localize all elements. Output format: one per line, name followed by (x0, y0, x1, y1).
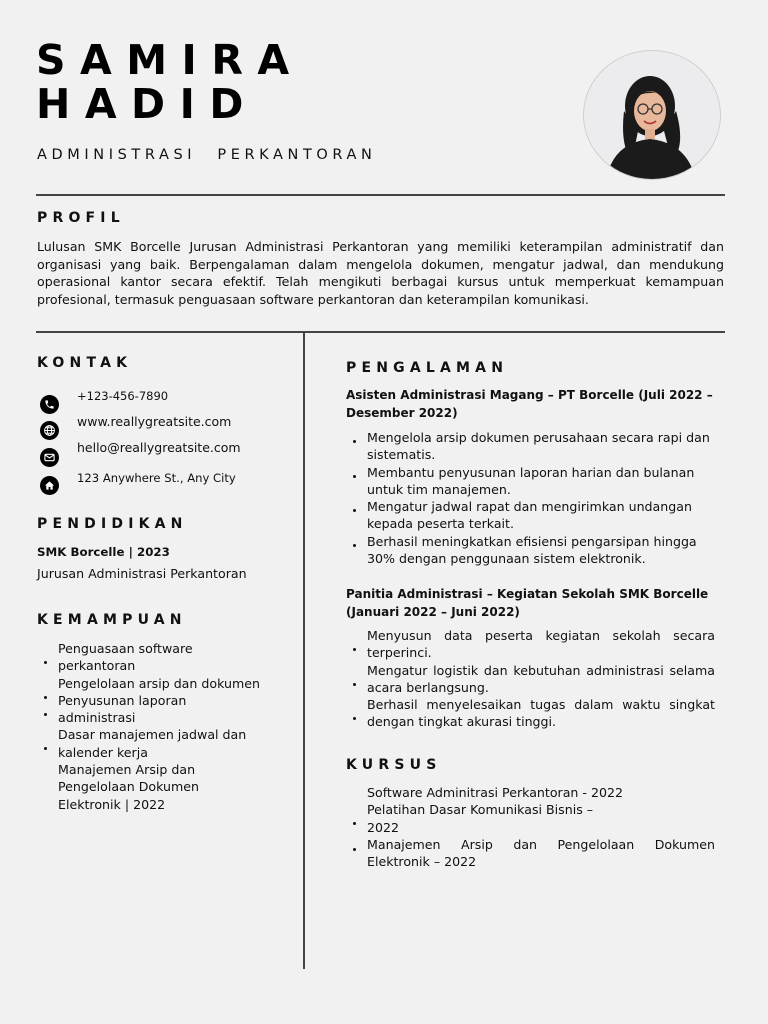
courses-heading: KURSUS (346, 757, 442, 773)
skills-heading: KEMAMPUAN (37, 612, 187, 628)
profile-divider (36, 331, 725, 333)
job-bullet: Mengatur jadwal rapat dan mengirimkan undangan kepada peserta terkait. (346, 498, 721, 533)
skill-item: Pengelolaan arsip dan dokumen (37, 675, 267, 692)
name-first: SAMIRA (36, 36, 304, 84)
course-item: Software Adminitrasi Perkantoran - 2022 (367, 785, 624, 800)
job-bullet: Berhasil meningkatkan efisiensi pengarsipan hingga 30% dengan penggunaan sistem elektronik. (346, 533, 721, 568)
job-title: Panitia Administrasi – Kegiatan Sekolah SMK Borcelle (Januari 2022 – Juni 2022) (346, 587, 709, 619)
course-item: Pelatihan Dasar Komunikasi Bisnis – 2022 (346, 801, 604, 836)
skill-item: Penguasaan software perkantoran (37, 640, 267, 675)
profile-photo (583, 50, 721, 180)
education-major: Jurusan Administrasi Perkantoran (37, 566, 247, 581)
job-bullets (346, 627, 715, 731)
home-icon (40, 476, 59, 495)
job-bullets (346, 429, 721, 567)
job-bullet: Mengelola arsip dokumen perusahaan secara rapi dan sistematis. (346, 429, 721, 464)
column-divider (303, 333, 305, 969)
skills-list (37, 640, 267, 813)
skill-item: Dasar manajemen jadwal dan kalender kerja (37, 726, 267, 761)
contact-heading: KONTAK (37, 355, 133, 371)
name-last: HADID (36, 80, 258, 128)
header-divider (36, 194, 725, 196)
profile-heading: PROFIL (37, 210, 125, 226)
portrait-image (584, 51, 721, 180)
contact-website: www.reallygreatsite.com (77, 414, 232, 429)
education-heading: PENDIDIKAN (37, 516, 188, 532)
email-icon (40, 448, 59, 467)
skill-item: Manajemen Arsip dan Pengelolaan Dokumen Elektronik | 2022 (58, 762, 200, 812)
job-title: Asisten Administrasi Magang – PT Borcelle (Juli 2022 – Desember 2022) (346, 388, 713, 420)
phone-icon (40, 395, 59, 414)
job-bullet: Menyusun data peserta kegiatan sekolah secara terperinci. (346, 627, 715, 662)
courses-list (346, 784, 715, 870)
contact-email: hello@reallygreatsite.com (77, 440, 241, 455)
job-role: ADMINISTRASI PERKANTORAN (37, 147, 377, 163)
job-bullet: Berhasil menyelesaikan tugas dalam waktu singkat dengan tingkat akurasi tinggi. (346, 696, 715, 731)
contact-phone: +123-456-7890 (77, 389, 169, 403)
experience-heading: PENGALAMAN (346, 360, 509, 376)
course-item: Manajemen Arsip dan Pengelolaan Dokumen Elektronik – 2022 (346, 836, 715, 871)
profile-summary: Lulusan SMK Borcelle Jurusan Administrasi Perkantoran yang memiliki keterampilan administratif dan organisasi yang baik. Berpengalaman dalam mengelola dokumen, mengatur jadwal, dan mendukung operasional kantor secara efektif. Telah mengikuti berbagai kursus untuk memperkuat kemampuan profesional, termasuk penguasaan software perkantoran dan keterampilan komunikasi. (37, 239, 724, 307)
skill-item: Penyusunan laporan administrasi (37, 692, 267, 727)
resume-name (36, 38, 304, 126)
job-bullet: Mengatur logistik dan kebutuhan administrasi selama acara berlangsung. (346, 662, 715, 697)
job-bullet: Membantu penyusunan laporan harian dan bulanan untuk tim manajemen. (346, 464, 721, 499)
contact-address: 123 Anywhere St., Any City (77, 471, 236, 485)
globe-icon (40, 421, 59, 440)
education-school: SMK Borcelle | 2023 (37, 545, 170, 559)
